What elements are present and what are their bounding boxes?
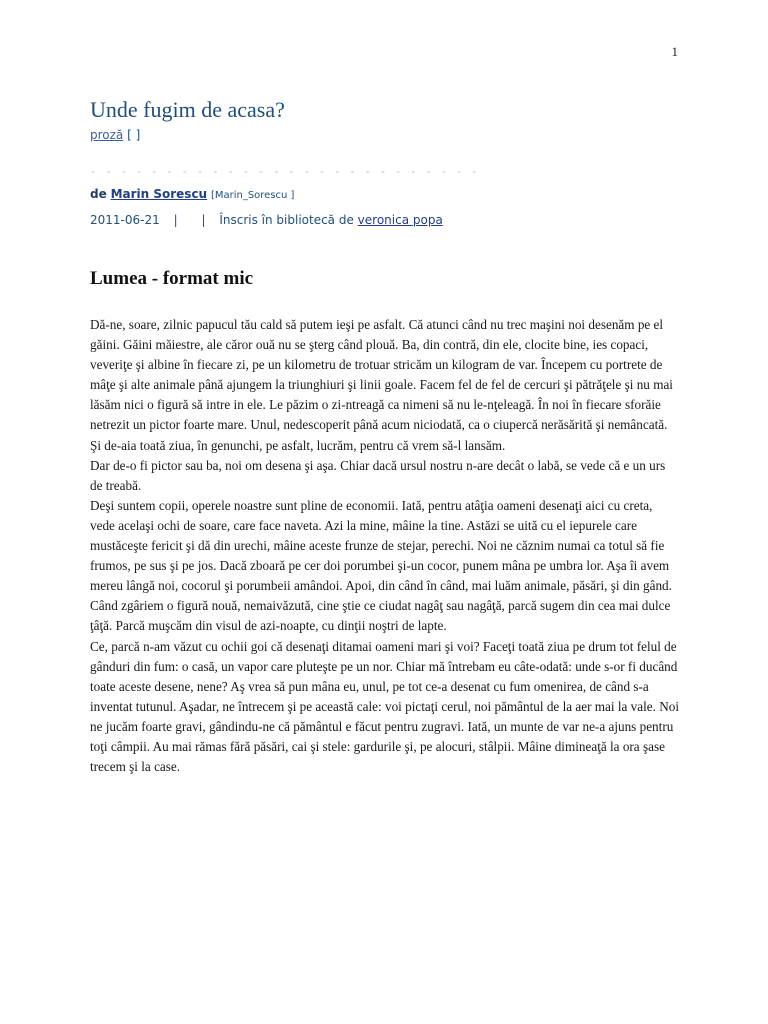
- meta-separator: |: [173, 213, 178, 227]
- library-user-link[interactable]: veronica popa: [357, 213, 443, 227]
- paragraph: Ce, parcă n-am văzut cu ochii goi că desenaţi ditamai oameni mari şi voi? Faceţi toată ziua pe drum tot felul de gânduri din fum: o casă, un vapor care pluteşte pe un nor. Chiar mă întrebam eu câte-odată: unde s-or fi ducând toate aceste desene, nene? Aş vrea să pun mâna eu, unul, pe tot ce-a desenat cu fum omenirea, de când s-a inventat tutunul. Aşadar, ne întrecem şi pe această cale: voi pictaţi cerul, noi pământul de la aer mai la vale. Noi ne jucăm foarte gravi, gândindu-ne că pământul e făcut pentru zugravi. Iată, un munte de var ne-a ajuns pentru toţi câmpii. Au mai rămas fără păsări, cai şi stele: gardurile şi, pe alocuri, stâlpii. Mâine dimineaţă la ora şase trecem şi la case.: [90, 638, 680, 775]
- category-line: [90, 127, 680, 143]
- meta-line: [90, 211, 680, 229]
- section-heading: Lumea - format mic: [90, 268, 254, 289]
- author-link[interactable]: Marin Sorescu: [110, 187, 208, 201]
- article-title: Unde fugim de acasa?: [90, 97, 285, 122]
- category-link[interactable]: proză: [90, 128, 124, 142]
- publish-date: 2011-06-21: [90, 213, 160, 227]
- author-username: [Marin_Sorescu ]: [210, 190, 295, 201]
- category-brackets: [ ]: [127, 128, 141, 142]
- paragraph: Deşi suntem copii, operele noastre sunt pline de economii. Iată, pentru atâţia oameni desenaţi aici cu creta, vede acelaşi ochi de soare, care face naveta. Azi la mine, mâine la tine. Astăzi se uită cu el iepurele care mustăceşte fericit şi dă din urechi, mâine aceste frunze de stejar, perechi. Noi ne căznim numai ca totul să fie frumos, pe sus şi pe jos. Dacă zboară pe cer doi porumbei şi-un cocor, punem mâna pe umbra lor. Aşa îi avem mereu lângă noi, cocorul şi porumbeii amândoi. Apoi, din când în când, mai luăm animale, păsări, şi din gând. Când zgâriem o figură nouă, nemaivăzută, cine ştie ce ciudat nagâţ sau nagâţă, parcă sugem din cea mai dulce ţâţă. Parcă muşcăm din visul de azi-noapte, cu dinţii noştri de lapte.: [90, 497, 672, 634]
- meta-separator-2: |: [201, 213, 206, 227]
- document-content: [90, 96, 680, 777]
- paragraph: Dă-ne, soare, zilnic papucul tău cald să putem ieşi pe asfalt. Că atunci când nu trec maşini noi desenăm pe el găini. Găini măiestre, ale căror ouă nu se şterg când plouă. Ba, din contră, din ele, clocite bine, ies copaci, veveriţe şi albine în fiecare zi, pe un kilometru de trotuar stricăm un kilogram de var. Începem cu portrete de mâţe şi alte animale până ajungem la triunghiuri şi linii goale. Facem fel de fel de cercuri şi pătrăţele şi nu mai lăsăm nici o figură să intre in ele. Le păzim o zi-ntreagă ca nimeni să nu le-nţeleagă. În noi în fiecare sforăie netrezit un pictor foarte mare. Unul, nedescoperit până acum niciodată, ca o ciupercă nerăsărită şi nemâncată. Şi de-aia toată ziua, în genunchi, pe asfalt, lucrăm, pentru că vrem să-l lansăm.: [90, 317, 673, 453]
- page-number: 1: [671, 44, 678, 59]
- author-line: [90, 185, 680, 205]
- paragraph: Dar de-o fi pictor sau ba, noi om desena şi aşa. Chiar dacă ursul nostru n-are decât o labă, se vede că e un urs de treabă.: [90, 457, 666, 493]
- library-text: Înscris în bibliotecă de: [219, 213, 354, 227]
- dashed-divider: - - - - - - - - - - - - - - - - - - - - - - - - - -: [90, 165, 479, 178]
- by-label: de: [90, 187, 107, 201]
- body-text: [90, 315, 680, 777]
